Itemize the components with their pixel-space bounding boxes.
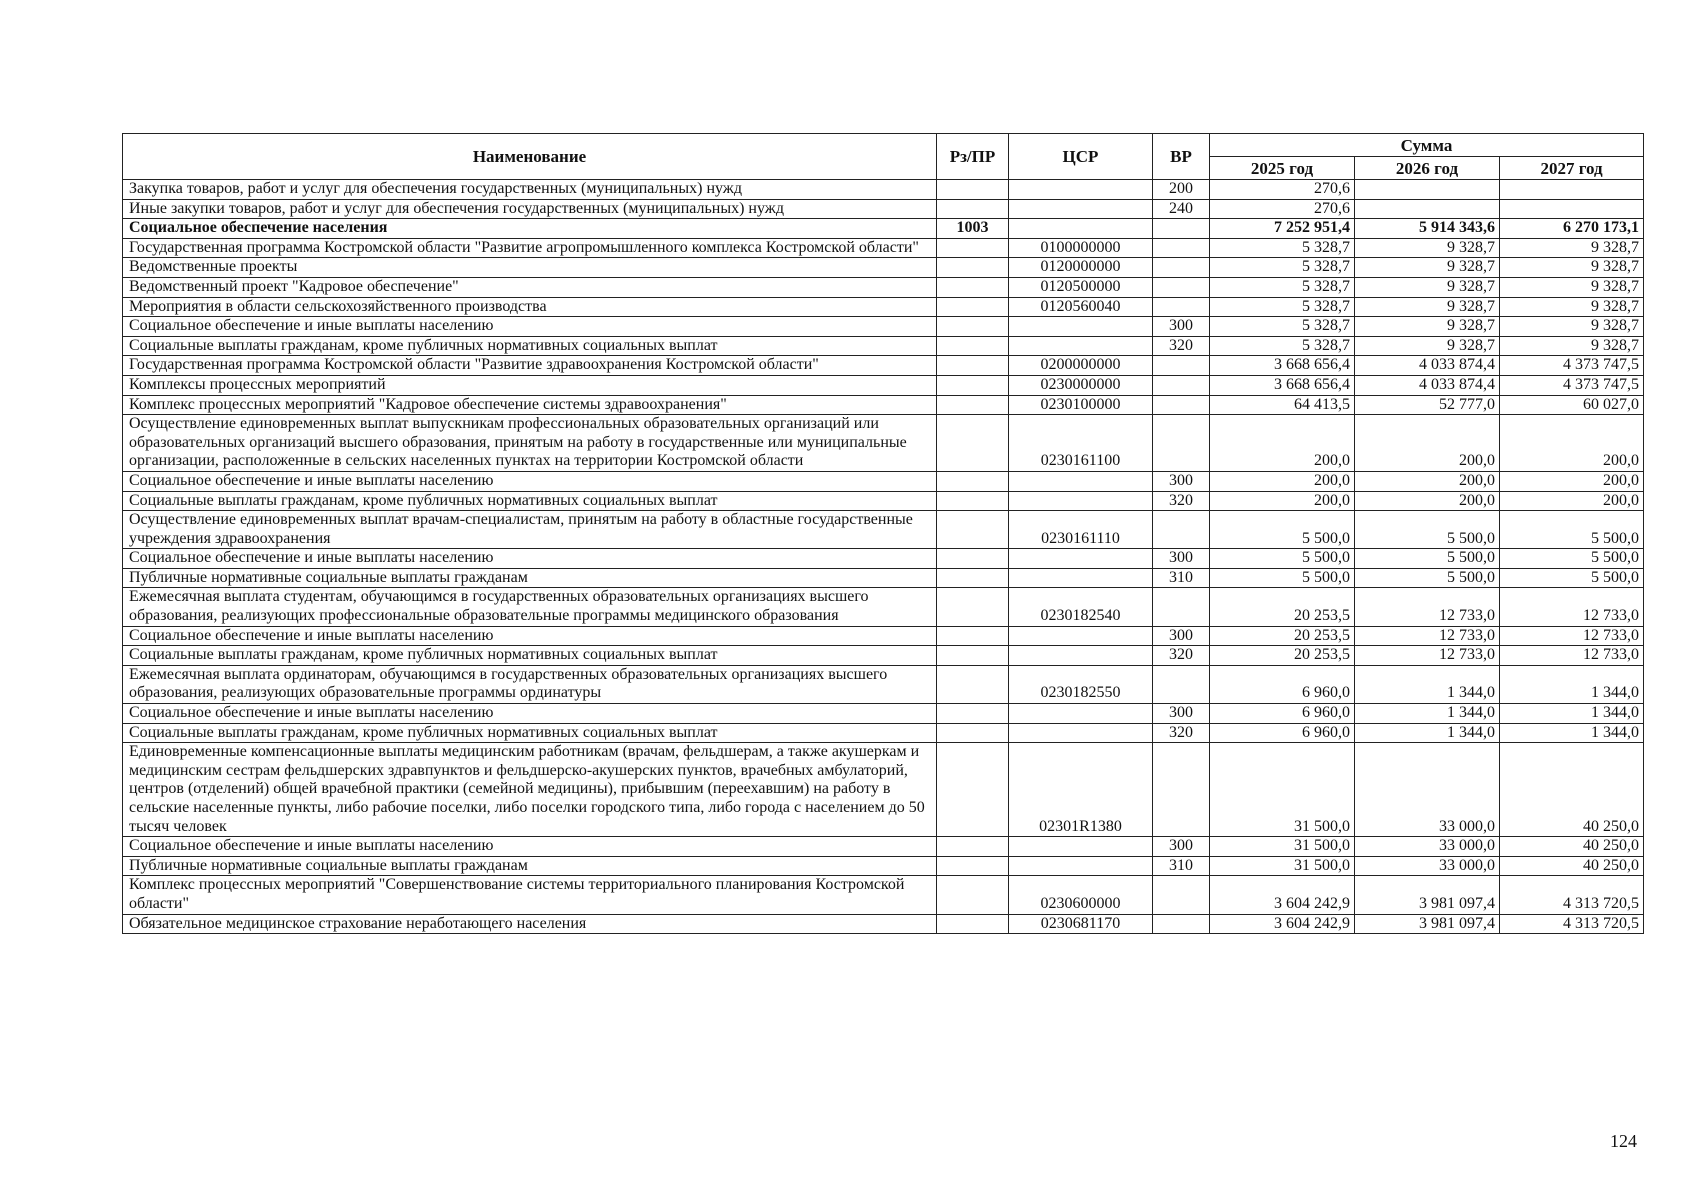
table-row — [123, 356, 1644, 376]
cell-csr: 0120500000 — [1009, 277, 1153, 297]
cell-rzpr — [937, 876, 1009, 914]
cell-2025: 5 500,0 — [1210, 511, 1355, 549]
cell-2025: 6 960,0 — [1210, 723, 1355, 743]
cell-2025: 5 328,7 — [1210, 238, 1355, 258]
cell-2025: 31 500,0 — [1210, 743, 1355, 837]
cell-rzpr — [937, 568, 1009, 588]
cell-rzpr — [937, 646, 1009, 666]
cell-2026: 1 344,0 — [1355, 665, 1500, 703]
cell-rzpr — [937, 415, 1009, 472]
cell-rzpr — [937, 238, 1009, 258]
cell-2025: 6 960,0 — [1210, 665, 1355, 703]
cell-2025: 6 960,0 — [1210, 704, 1355, 724]
cell-2025: 200,0 — [1210, 415, 1355, 472]
table-row — [123, 856, 1644, 876]
cell-vr: 310 — [1153, 856, 1210, 876]
cell-csr — [1009, 626, 1153, 646]
table-row — [123, 180, 1644, 200]
cell-vr — [1153, 238, 1210, 258]
cell-name: Ведомственные проекты — [123, 258, 937, 278]
cell-name: Социальное обеспечение и иные выплаты населению — [123, 471, 937, 491]
table-row — [123, 199, 1644, 219]
page-number: 124 — [1610, 1131, 1637, 1151]
cell-2026: 12 733,0 — [1355, 588, 1500, 626]
cell-2026: 5 500,0 — [1355, 549, 1500, 569]
cell-name: Социальное обеспечение и иные выплаты населению — [123, 549, 937, 569]
cell-name: Осуществление единовременных выплат врачам-специалистам, принятым на работу в областные государственные учреждения здравоохранения — [123, 511, 937, 549]
cell-vr: 320 — [1153, 723, 1210, 743]
cell-2027: 4 313 720,5 — [1500, 876, 1644, 914]
cell-name: Обязательное медицинское страхование неработающего населения — [123, 914, 937, 934]
cell-csr — [1009, 549, 1153, 569]
cell-name: Закупка товаров, работ и услуг для обеспечения государственных (муниципальных) нужд — [123, 180, 937, 200]
cell-2025: 200,0 — [1210, 491, 1355, 511]
cell-2027: 1 344,0 — [1500, 723, 1644, 743]
cell-vr: 320 — [1153, 491, 1210, 511]
cell-rzpr — [937, 511, 1009, 549]
cell-2025: 64 413,5 — [1210, 395, 1355, 415]
cell-vr: 240 — [1153, 199, 1210, 219]
table-row — [123, 876, 1644, 914]
cell-rzpr — [937, 723, 1009, 743]
cell-2027 — [1500, 180, 1644, 200]
cell-rzpr — [937, 743, 1009, 837]
cell-rzpr — [937, 471, 1009, 491]
cell-2025: 20 253,5 — [1210, 626, 1355, 646]
cell-2026: 9 328,7 — [1355, 317, 1500, 337]
header-rzpr: Рз/ПР — [937, 134, 1009, 180]
cell-2027: 4 373 747,5 — [1500, 356, 1644, 376]
table-row — [123, 837, 1644, 857]
cell-vr — [1153, 665, 1210, 703]
cell-csr — [1009, 646, 1153, 666]
cell-csr — [1009, 837, 1153, 857]
cell-2027: 12 733,0 — [1500, 626, 1644, 646]
cell-name: Комплекс процессных мероприятий "Кадровое обеспечение системы здравоохранения" — [123, 395, 937, 415]
table-row — [123, 626, 1644, 646]
cell-2027: 5 500,0 — [1500, 549, 1644, 569]
table-row — [123, 375, 1644, 395]
cell-csr: 0200000000 — [1009, 356, 1153, 376]
cell-rzpr — [937, 297, 1009, 317]
cell-2027: 9 328,7 — [1500, 238, 1644, 258]
cell-csr: 0230100000 — [1009, 395, 1153, 415]
cell-rzpr — [937, 704, 1009, 724]
cell-2026 — [1355, 180, 1500, 200]
cell-vr: 300 — [1153, 704, 1210, 724]
cell-name: Осуществление единовременных выплат выпускникам профессиональных образовательных организаций или образовательных организаций высшего образования, принятым на работу в государственные или муниципальные организации, расположенные в сельских населенных пунктах на территории Костромской области — [123, 415, 937, 472]
cell-2026: 3 981 097,4 — [1355, 876, 1500, 914]
cell-2026: 200,0 — [1355, 471, 1500, 491]
cell-vr: 300 — [1153, 471, 1210, 491]
cell-rzpr — [937, 199, 1009, 219]
cell-2026: 9 328,7 — [1355, 336, 1500, 356]
cell-csr: 0100000000 — [1009, 238, 1153, 258]
cell-2027 — [1500, 199, 1644, 219]
cell-2027: 12 733,0 — [1500, 646, 1644, 666]
cell-csr: 0230161110 — [1009, 511, 1153, 549]
cell-vr — [1153, 415, 1210, 472]
cell-2027: 4 373 747,5 — [1500, 375, 1644, 395]
table-row — [123, 511, 1644, 549]
cell-csr — [1009, 180, 1153, 200]
cell-2026: 4 033 874,4 — [1355, 375, 1500, 395]
cell-2027: 40 250,0 — [1500, 856, 1644, 876]
header-year-2027: 2027 год — [1500, 157, 1644, 180]
cell-rzpr — [937, 914, 1009, 934]
cell-2026: 5 914 343,6 — [1355, 219, 1500, 239]
cell-name: Социальные выплаты гражданам, кроме публичных нормативных социальных выплат — [123, 646, 937, 666]
cell-2027: 9 328,7 — [1500, 336, 1644, 356]
cell-name: Ежемесячная выплата ординаторам, обучающимся в государственных образовательных организациях высшего образования, реализующих образовательные программы ординатуры — [123, 665, 937, 703]
table-row — [123, 219, 1644, 239]
cell-vr: 300 — [1153, 549, 1210, 569]
cell-csr — [1009, 219, 1153, 239]
cell-2027: 40 250,0 — [1500, 837, 1644, 857]
cell-name: Социальное обеспечение и иные выплаты населению — [123, 317, 937, 337]
cell-name: Публичные нормативные социальные выплаты гражданам — [123, 856, 937, 876]
cell-2026: 4 033 874,4 — [1355, 356, 1500, 376]
cell-csr — [1009, 723, 1153, 743]
cell-name: Социальное обеспечение и иные выплаты населению — [123, 704, 937, 724]
cell-csr: 0120560040 — [1009, 297, 1153, 317]
cell-name: Социальные выплаты гражданам, кроме публичных нормативных социальных выплат — [123, 336, 937, 356]
cell-csr — [1009, 199, 1153, 219]
cell-name: Иные закупки товаров, работ и услуг для обеспечения государственных (муниципальных) нужд — [123, 199, 937, 219]
cell-csr: 0230161100 — [1009, 415, 1153, 472]
cell-name: Комплексы процессных мероприятий — [123, 375, 937, 395]
cell-2026: 12 733,0 — [1355, 626, 1500, 646]
table-row — [123, 277, 1644, 297]
cell-rzpr — [937, 588, 1009, 626]
cell-rzpr — [937, 180, 1009, 200]
cell-vr: 200 — [1153, 180, 1210, 200]
cell-vr — [1153, 395, 1210, 415]
cell-2025: 20 253,5 — [1210, 646, 1355, 666]
cell-vr — [1153, 258, 1210, 278]
table-row — [123, 914, 1644, 934]
cell-2027: 9 328,7 — [1500, 258, 1644, 278]
cell-2027: 1 344,0 — [1500, 704, 1644, 724]
header-year-2025: 2025 год — [1210, 157, 1355, 180]
cell-2026: 33 000,0 — [1355, 837, 1500, 857]
table-row — [123, 549, 1644, 569]
cell-2026: 9 328,7 — [1355, 238, 1500, 258]
cell-vr — [1153, 356, 1210, 376]
cell-2027: 5 500,0 — [1500, 568, 1644, 588]
cell-name: Публичные нормативные социальные выплаты гражданам — [123, 568, 937, 588]
cell-vr: 320 — [1153, 646, 1210, 666]
cell-csr: 0230000000 — [1009, 375, 1153, 395]
cell-name: Социальное обеспечение и иные выплаты населению — [123, 626, 937, 646]
cell-vr — [1153, 743, 1210, 837]
cell-vr — [1153, 277, 1210, 297]
cell-csr — [1009, 704, 1153, 724]
cell-rzpr — [937, 277, 1009, 297]
table-row — [123, 258, 1644, 278]
cell-rzpr — [937, 375, 1009, 395]
cell-vr: 320 — [1153, 336, 1210, 356]
cell-rzpr — [937, 336, 1009, 356]
cell-2025: 31 500,0 — [1210, 837, 1355, 857]
table-row — [123, 415, 1644, 472]
table-row — [123, 665, 1644, 703]
cell-csr: 0120000000 — [1009, 258, 1153, 278]
cell-2026: 1 344,0 — [1355, 704, 1500, 724]
cell-2025: 20 253,5 — [1210, 588, 1355, 626]
cell-2027: 200,0 — [1500, 491, 1644, 511]
cell-rzpr — [937, 856, 1009, 876]
cell-name: Социальные выплаты гражданам, кроме публичных нормативных социальных выплат — [123, 723, 937, 743]
table-row — [123, 297, 1644, 317]
cell-name: Социальное обеспечение и иные выплаты населению — [123, 837, 937, 857]
cell-csr — [1009, 336, 1153, 356]
cell-2025: 3 604 242,9 — [1210, 914, 1355, 934]
cell-name: Единовременные компенсационные выплаты медицинским работникам (врачам, фельдшерам, а также акушеркам и медицинским сестрам фельдшерских здравпунктов и фельдшерско-акушерских пунктов, врачебных амбулаторий, центров (отделений) общей врачебной практики (семейной медицины), прибывшим (переехавшим) на работу в сельские населенные пункты, либо рабочие поселки, либо поселки городского типа, либо города с населением до 50 тысяч человек — [123, 743, 937, 837]
cell-csr — [1009, 471, 1153, 491]
cell-name: Комплекс процессных мероприятий "Совершенствование системы территориального планирования Костромской области" — [123, 876, 937, 914]
cell-2025: 3 668 656,4 — [1210, 356, 1355, 376]
cell-2025: 5 500,0 — [1210, 568, 1355, 588]
cell-vr — [1153, 588, 1210, 626]
cell-csr — [1009, 856, 1153, 876]
cell-2027: 9 328,7 — [1500, 317, 1644, 337]
cell-vr — [1153, 914, 1210, 934]
cell-csr — [1009, 317, 1153, 337]
cell-2026: 3 981 097,4 — [1355, 914, 1500, 934]
cell-vr: 300 — [1153, 626, 1210, 646]
cell-csr: 0230600000 — [1009, 876, 1153, 914]
table-row — [123, 471, 1644, 491]
cell-2026: 33 000,0 — [1355, 743, 1500, 837]
table-row — [123, 395, 1644, 415]
cell-2027: 12 733,0 — [1500, 588, 1644, 626]
table-row — [123, 491, 1644, 511]
cell-2026: 200,0 — [1355, 415, 1500, 472]
header-vr: ВР — [1153, 134, 1210, 180]
cell-vr: 310 — [1153, 568, 1210, 588]
cell-rzpr — [937, 626, 1009, 646]
header-csr: ЦСР — [1009, 134, 1153, 180]
cell-vr — [1153, 876, 1210, 914]
cell-name: Мероприятия в области сельскохозяйственного производства — [123, 297, 937, 317]
cell-2025: 5 328,7 — [1210, 297, 1355, 317]
cell-name: Государственная программа Костромской области "Развитие здравоохранения Костромской области" — [123, 356, 937, 376]
cell-2025: 3 604 242,9 — [1210, 876, 1355, 914]
cell-csr: 0230182540 — [1009, 588, 1153, 626]
cell-2026: 33 000,0 — [1355, 856, 1500, 876]
table-row — [123, 568, 1644, 588]
cell-2027: 6 270 173,1 — [1500, 219, 1644, 239]
table-row — [123, 704, 1644, 724]
cell-csr: 0230182550 — [1009, 665, 1153, 703]
cell-csr: 0230681170 — [1009, 914, 1153, 934]
cell-2027: 9 328,7 — [1500, 277, 1644, 297]
header-name: Наименование — [123, 134, 937, 180]
cell-rzpr — [937, 356, 1009, 376]
table-row — [123, 646, 1644, 666]
cell-2027: 60 027,0 — [1500, 395, 1644, 415]
cell-name: Ежемесячная выплата студентам, обучающимся в государственных образовательных организациях высшего образования, реализующих профессиональные образовательные программы медицинского образования — [123, 588, 937, 626]
cell-2027: 4 313 720,5 — [1500, 914, 1644, 934]
cell-2026: 200,0 — [1355, 491, 1500, 511]
cell-2026: 1 344,0 — [1355, 723, 1500, 743]
cell-2026: 9 328,7 — [1355, 277, 1500, 297]
cell-2025: 31 500,0 — [1210, 856, 1355, 876]
cell-vr — [1153, 375, 1210, 395]
cell-2025: 5 328,7 — [1210, 336, 1355, 356]
cell-vr — [1153, 219, 1210, 239]
cell-2026: 12 733,0 — [1355, 646, 1500, 666]
cell-rzpr — [937, 395, 1009, 415]
cell-rzpr — [937, 665, 1009, 703]
cell-2026: 9 328,7 — [1355, 258, 1500, 278]
cell-rzpr — [937, 837, 1009, 857]
cell-2027: 5 500,0 — [1500, 511, 1644, 549]
cell-rzpr — [937, 491, 1009, 511]
cell-2027: 40 250,0 — [1500, 743, 1644, 837]
table-header — [123, 134, 1644, 180]
cell-2026: 5 500,0 — [1355, 511, 1500, 549]
cell-vr: 300 — [1153, 837, 1210, 857]
cell-name: Социальное обеспечение населения — [123, 219, 937, 239]
table-row — [123, 317, 1644, 337]
cell-name: Социальные выплаты гражданам, кроме публичных нормативных социальных выплат — [123, 491, 937, 511]
cell-2026: 52 777,0 — [1355, 395, 1500, 415]
cell-vr: 300 — [1153, 317, 1210, 337]
cell-2027: 200,0 — [1500, 415, 1644, 472]
cell-csr — [1009, 568, 1153, 588]
cell-rzpr — [937, 258, 1009, 278]
cell-name: Ведомственный проект "Кадровое обеспечение" — [123, 277, 937, 297]
budget-table — [122, 133, 1644, 934]
cell-2027: 200,0 — [1500, 471, 1644, 491]
cell-name: Государственная программа Костромской области "Развитие агропромышленного комплекса Костромской области" — [123, 238, 937, 258]
cell-2025: 5 328,7 — [1210, 277, 1355, 297]
header-sum: Сумма — [1210, 134, 1644, 157]
table-row — [123, 743, 1644, 837]
table-body — [123, 180, 1644, 934]
cell-2026: 9 328,7 — [1355, 297, 1500, 317]
cell-rzpr — [937, 549, 1009, 569]
cell-2025: 5 328,7 — [1210, 317, 1355, 337]
cell-2025: 5 328,7 — [1210, 258, 1355, 278]
cell-csr — [1009, 491, 1153, 511]
cell-2026 — [1355, 199, 1500, 219]
cell-vr — [1153, 511, 1210, 549]
table-row — [123, 588, 1644, 626]
cell-2025: 3 668 656,4 — [1210, 375, 1355, 395]
cell-rzpr: 1003 — [937, 219, 1009, 239]
table-row — [123, 723, 1644, 743]
cell-2025: 7 252 951,4 — [1210, 219, 1355, 239]
cell-2026: 5 500,0 — [1355, 568, 1500, 588]
cell-2027: 9 328,7 — [1500, 297, 1644, 317]
table-row — [123, 238, 1644, 258]
cell-2025: 200,0 — [1210, 471, 1355, 491]
table-row — [123, 336, 1644, 356]
header-year-2026: 2026 год — [1355, 157, 1500, 180]
cell-csr: 02301R1380 — [1009, 743, 1153, 837]
cell-2025: 270,6 — [1210, 199, 1355, 219]
cell-2025: 270,6 — [1210, 180, 1355, 200]
cell-2027: 1 344,0 — [1500, 665, 1644, 703]
cell-2025: 5 500,0 — [1210, 549, 1355, 569]
cell-vr — [1153, 297, 1210, 317]
cell-rzpr — [937, 317, 1009, 337]
